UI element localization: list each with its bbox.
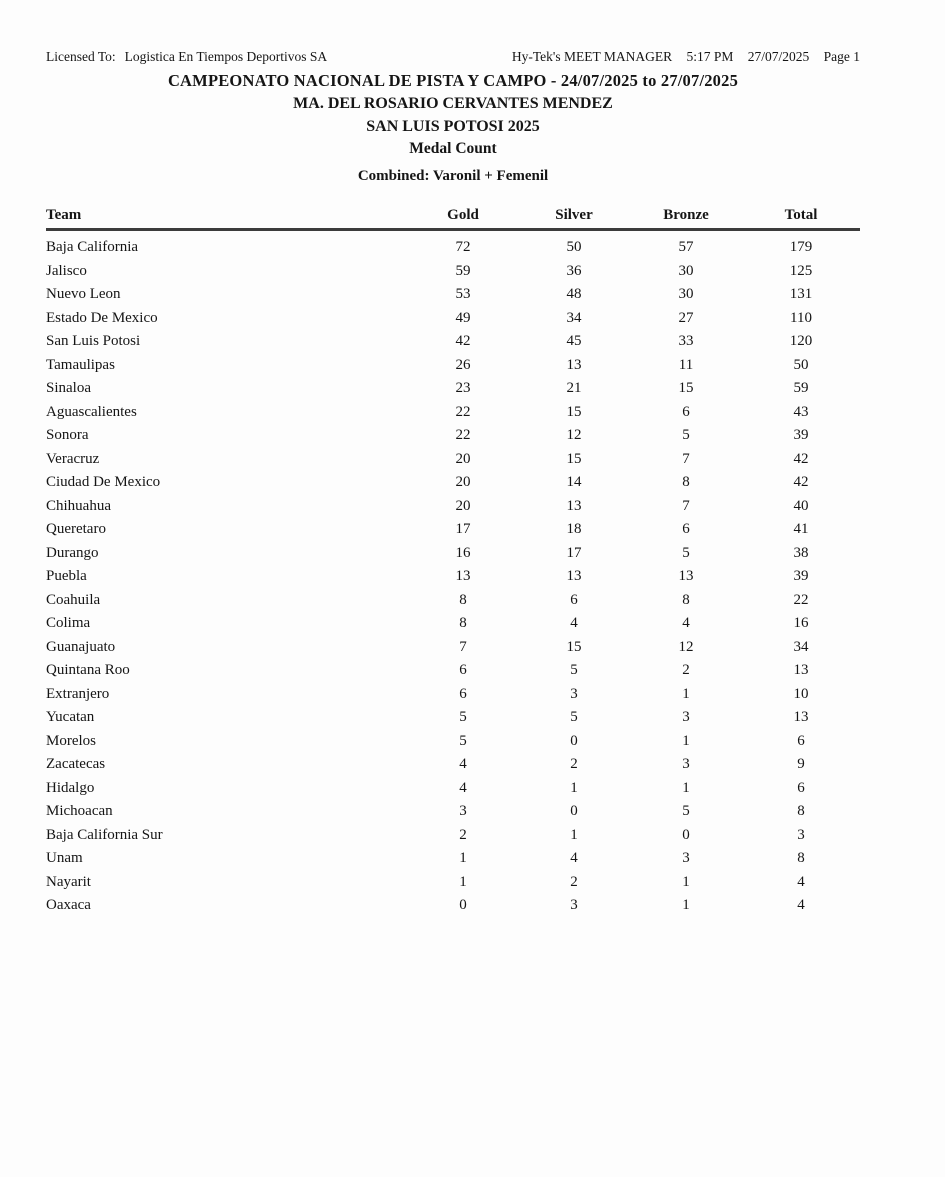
team-cell: Nayarit (46, 873, 91, 890)
silver-cell: 18 (566, 521, 582, 537)
gold-cell: 2 (459, 826, 467, 843)
table-row (46, 659, 860, 683)
table-row (46, 307, 860, 331)
team-cell: Chihuahua (46, 497, 111, 514)
table-row (46, 824, 860, 848)
bronze-cell: 6 (682, 403, 690, 420)
silver-cell: 36 (566, 262, 582, 279)
silver-cell: 6 (570, 591, 578, 608)
total-cell: 42 (793, 474, 809, 490)
team-cell: Guanajuato (46, 638, 116, 655)
license-info (46, 48, 327, 65)
team-cell: Baja California Sur (46, 826, 163, 843)
team-cell: Colima (46, 615, 91, 631)
team-cell: Estado De Mexico (46, 309, 158, 326)
gold-cell: 23 (455, 380, 471, 396)
column-header-gold: Gold (408, 207, 518, 230)
silver-cell: 13 (566, 356, 582, 373)
total-cell: 8 (797, 850, 805, 866)
meet-title: CAMPEONATO NACIONAL DE PISTA Y CAMPO - 24/07/2025 to 27/07/2025 (167, 71, 739, 90)
column-header-silver: Silver (518, 207, 630, 230)
silver-cell: 15 (566, 638, 582, 655)
bronze-cell: 1 (682, 685, 690, 702)
team-cell: Puebla (46, 568, 87, 584)
table-row (46, 565, 860, 589)
total-cell: 131 (789, 286, 813, 302)
bronze-cell: 3 (682, 709, 690, 725)
medal-count-table (46, 207, 860, 918)
table-row (46, 542, 860, 566)
team-cell: Morelos (46, 732, 96, 749)
total-cell: 179 (789, 239, 813, 255)
team-cell: Yucatan (46, 709, 95, 725)
bronze-cell: 4 (682, 615, 690, 631)
bronze-cell: 5 (682, 544, 690, 561)
team-cell: Unam (46, 850, 83, 866)
silver-cell: 1 (570, 826, 578, 843)
bronze-cell: 1 (682, 732, 690, 749)
silver-cell: 15 (566, 403, 582, 420)
gold-cell: 1 (459, 873, 467, 890)
gold-cell: 22 (455, 427, 471, 443)
bronze-cell: 5 (682, 803, 690, 819)
generator-info (512, 48, 860, 65)
gold-cell: 8 (459, 591, 467, 608)
silver-cell: 1 (570, 779, 578, 796)
team-cell: Coahuila (46, 591, 101, 608)
table-header (46, 207, 860, 230)
bronze-cell: 0 (682, 826, 690, 843)
total-cell: 39 (793, 427, 809, 443)
gold-cell: 5 (459, 709, 467, 725)
gold-cell: 72 (455, 239, 471, 255)
silver-cell: 3 (570, 897, 578, 913)
silver-cell: 0 (570, 803, 578, 819)
license-value: Logistica En Tiempos Deportivos SA (124, 49, 328, 64)
license-label: Licensed To: (46, 49, 116, 64)
gold-cell: 0 (459, 897, 467, 913)
total-cell: 50 (793, 356, 809, 373)
total-cell: 34 (793, 638, 809, 655)
table-row (46, 894, 860, 918)
bronze-cell: 3 (682, 756, 690, 772)
bronze-cell: 12 (678, 638, 694, 655)
generator-name: Hy-Tek's MEET MANAGER (511, 49, 673, 64)
team-cell: Baja California (46, 239, 139, 255)
bronze-cell: 30 (678, 262, 694, 279)
total-cell: 13 (793, 662, 809, 678)
bronze-cell: 8 (682, 591, 690, 608)
total-cell: 43 (793, 403, 809, 420)
bronze-cell: 3 (682, 850, 690, 866)
table-row (46, 471, 860, 495)
bronze-cell: 6 (682, 521, 690, 537)
total-cell: 41 (793, 521, 809, 537)
table-row (46, 612, 860, 636)
gold-cell: 20 (455, 450, 471, 467)
silver-cell: 4 (570, 615, 578, 631)
table-row (46, 330, 860, 354)
team-cell: Jalisco (46, 262, 87, 279)
gold-cell: 4 (459, 756, 467, 772)
bronze-cell: 7 (682, 450, 690, 467)
total-cell: 59 (793, 380, 809, 396)
gold-cell: 20 (455, 497, 471, 514)
column-header-bronze: Bronze (630, 207, 742, 230)
total-cell: 22 (793, 591, 809, 608)
section-title: Combined: Varonil + Femenil (357, 168, 549, 184)
team-cell: Sonora (46, 427, 89, 443)
gold-cell: 1 (459, 850, 467, 866)
total-cell: 4 (797, 873, 805, 890)
bronze-cell: 1 (682, 897, 690, 913)
silver-cell: 15 (566, 450, 582, 467)
team-cell: Oaxaca (46, 897, 91, 913)
team-cell: Sinaloa (46, 380, 91, 396)
table-row (46, 401, 860, 425)
table-row (46, 800, 860, 824)
total-cell: 110 (790, 309, 812, 326)
bronze-cell: 5 (682, 427, 690, 443)
bronze-cell: 11 (678, 356, 694, 373)
silver-cell: 17 (566, 544, 582, 561)
silver-cell: 2 (570, 756, 578, 772)
table-row (46, 354, 860, 378)
table-row (46, 377, 860, 401)
table-row (46, 230, 860, 260)
report-time: 5:17 PM (686, 49, 734, 64)
total-cell: 9 (797, 756, 805, 772)
gold-cell: 13 (455, 568, 471, 584)
team-cell: Aguascalientes (46, 403, 137, 420)
medal-table-body (46, 230, 860, 918)
bronze-cell: 30 (678, 286, 694, 302)
gold-cell: 20 (455, 474, 471, 490)
bronze-cell: 8 (682, 474, 690, 490)
team-cell: Quintana Roo (46, 662, 130, 678)
total-cell: 13 (793, 709, 809, 725)
bronze-cell: 57 (678, 239, 694, 255)
silver-cell: 3 (570, 685, 578, 702)
silver-cell: 5 (570, 709, 578, 725)
total-cell: 4 (797, 897, 805, 913)
team-cell: Zacatecas (46, 756, 106, 772)
bronze-cell: 7 (682, 497, 690, 514)
report-title: Medal Count (409, 140, 497, 157)
total-cell: 38 (793, 544, 809, 561)
team-cell: San Luis Potosi (46, 333, 141, 349)
silver-cell: 5 (570, 662, 578, 678)
bronze-cell: 2 (682, 662, 690, 678)
team-cell: Michoacan (46, 803, 113, 819)
bronze-cell: 27 (678, 309, 694, 326)
silver-cell: 2 (570, 873, 578, 890)
gold-cell: 49 (455, 309, 471, 326)
title-block (46, 70, 860, 186)
gold-cell: 26 (455, 356, 471, 373)
total-cell: 42 (793, 450, 809, 467)
silver-cell: 21 (566, 380, 582, 396)
gold-cell: 42 (455, 333, 471, 349)
gold-cell: 6 (459, 685, 467, 702)
gold-cell: 5 (459, 732, 467, 749)
table-row (46, 683, 860, 707)
silver-cell: 4 (570, 850, 578, 866)
total-cell: 125 (789, 262, 813, 279)
total-cell: 40 (793, 497, 809, 514)
total-cell: 120 (789, 333, 813, 349)
silver-cell: 45 (566, 333, 582, 349)
team-cell: Nuevo Leon (46, 286, 121, 302)
gold-cell: 53 (455, 286, 471, 302)
table-row (46, 847, 860, 871)
column-header-team: Team (46, 207, 408, 230)
silver-cell: 13 (566, 568, 582, 584)
silver-cell: 14 (566, 474, 582, 490)
bronze-cell: 15 (678, 380, 694, 396)
gold-cell: 59 (455, 262, 471, 279)
bronze-cell: 33 (678, 333, 694, 349)
meet-host: SAN LUIS POTOSI 2025 (366, 118, 540, 135)
table-row (46, 424, 860, 448)
team-cell: Veracruz (46, 450, 100, 467)
table-row (46, 260, 860, 284)
silver-cell: 13 (566, 497, 582, 514)
table-row (46, 871, 860, 895)
total-cell: 10 (793, 685, 809, 702)
team-cell: Durango (46, 544, 99, 561)
table-row (46, 730, 860, 754)
table-row (46, 518, 860, 542)
page-number: Page 1 (823, 49, 860, 64)
team-cell: Hidalgo (46, 779, 95, 796)
total-cell: 16 (793, 615, 809, 631)
total-cell: 39 (793, 568, 809, 584)
total-cell: 6 (797, 779, 805, 796)
gold-cell: 17 (455, 521, 471, 537)
bronze-cell: 1 (682, 873, 690, 890)
team-cell: Ciudad De Mexico (46, 474, 161, 490)
gold-cell: 22 (455, 403, 471, 420)
gold-cell: 6 (459, 662, 467, 678)
table-row (46, 283, 860, 307)
silver-cell: 34 (566, 309, 582, 326)
total-cell: 6 (797, 732, 805, 749)
bronze-cell: 1 (682, 779, 690, 796)
team-cell: Queretaro (46, 521, 106, 537)
column-header-total: Total (742, 207, 860, 230)
gold-cell: 3 (459, 803, 467, 819)
team-cell: Tamaulipas (46, 356, 115, 373)
table-row (46, 448, 860, 472)
table-row (46, 777, 860, 801)
total-cell: 8 (797, 803, 805, 819)
meet-subtitle: MA. DEL ROSARIO CERVANTES MENDEZ (293, 95, 613, 112)
silver-cell: 50 (566, 239, 582, 255)
table-row (46, 589, 860, 613)
report-meta-row (46, 48, 860, 65)
gold-cell: 7 (459, 638, 467, 655)
gold-cell: 8 (459, 615, 467, 631)
total-cell: 3 (797, 826, 805, 843)
gold-cell: 16 (455, 544, 471, 561)
report-date: 27/07/2025 (747, 49, 810, 64)
silver-cell: 12 (566, 427, 582, 443)
silver-cell: 48 (566, 286, 582, 302)
table-row (46, 495, 860, 519)
table-row (46, 753, 860, 777)
team-cell: Extranjero (46, 685, 110, 702)
silver-cell: 0 (570, 732, 578, 749)
gold-cell: 4 (459, 779, 467, 796)
table-row (46, 636, 860, 660)
table-row (46, 706, 860, 730)
bronze-cell: 13 (678, 568, 694, 584)
